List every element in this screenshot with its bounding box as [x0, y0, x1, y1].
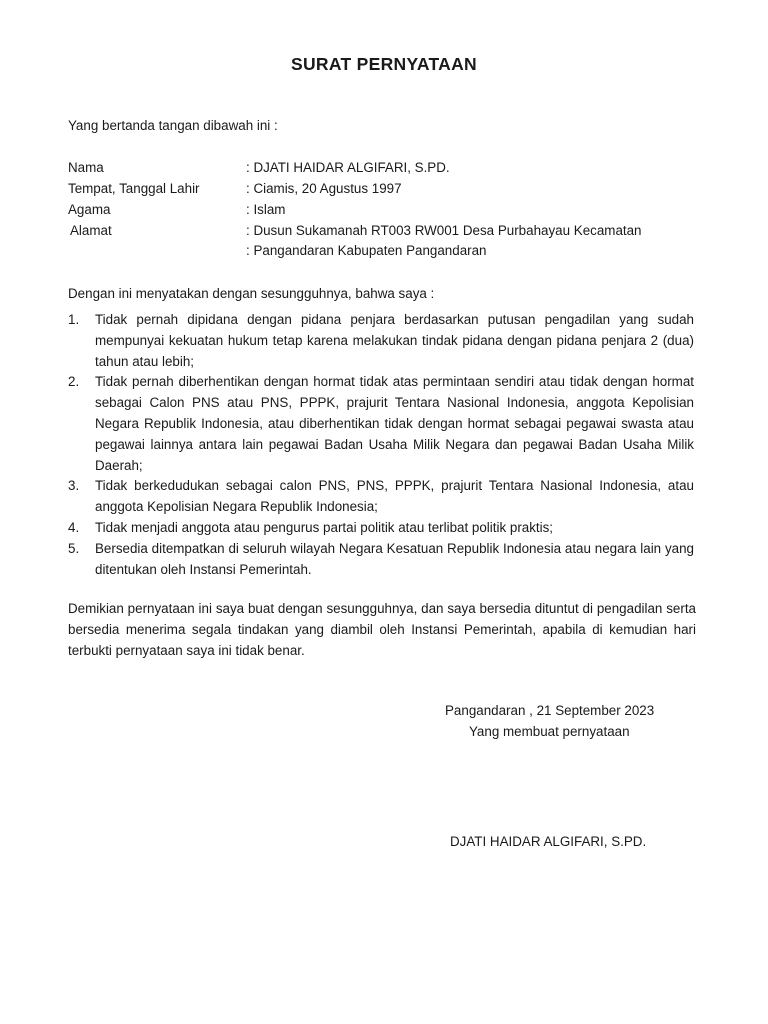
list-item-text: Tidak pernah dipidana dengan pidana penjara berdasarkan putusan pengadilan yang sudah mempunyai kekuatan hukum tetap karena melakukan tindak pidana dengan pidana penjara 2 (dua) tahun atau lebih; — [95, 312, 694, 369]
field-label-agama: Agama — [68, 202, 111, 217]
field-label-alamat: Alamat — [70, 223, 112, 238]
list-item — [68, 476, 694, 518]
list-item-number: 2. — [68, 374, 80, 390]
statement-intro: Dengan ini menyatakan dengan sesungguhnya, bahwa saya : — [68, 286, 435, 301]
intro-text: Yang bertanda tangan dibawah ini : — [68, 118, 278, 133]
list-item-number: 1. — [68, 312, 80, 327]
list-item-number: 4. — [68, 519, 80, 535]
field-value-alamat: : Dusun Sukamanah RT003 RW001 Desa Purbahayau Kecamatan — [246, 223, 642, 238]
closing-paragraph: Demikian pernyataan ini saya buat dengan sesungguhnya, dan saya bersedia dituntut di pengadilan serta bersedia menerima segala tindakan yang diambil oleh Instansi Pemerintah, apabila di kemudian hari terbukti pernyataan saya ini tidak benar. — [68, 601, 696, 658]
field-value-nama: : DJATI HAIDAR ALGIFARI, S.PD. — [246, 160, 450, 175]
list-item-text: Bersedia ditempatkan di seluruh wilayah Negara Kesatuan Republik Indonesia atau negara lain yang ditentukan oleh Instansi Pemerintah. — [95, 540, 694, 577]
statement-list — [68, 310, 694, 580]
list-item-number: 3. — [68, 478, 80, 494]
signature-role: Yang membuat pernyataan — [469, 724, 630, 739]
list-item-text: Tidak pernah diberhentikan dengan hormat tidak atas permintaan sendiri atau tidak dengan hormat sebagai Calon PNS atau PNS, PPPK, prajurit Tentara Nasional Indonesia, anggota Kepolisian Negara Republik Indonesia, atau diberhentikan tidak dengan hormat sebagai pegawai swasta atau pegawai lainnya antara lain pegawai Badan Usaha Milik Negara dan pegawai Badan Usaha Milik Daerah; — [95, 374, 694, 473]
list-item — [68, 518, 694, 539]
field-value-ttl: : Ciamis, 20 Agustus 1997 — [246, 181, 402, 196]
signature-name: DJATI HAIDAR ALGIFARI, S.PD. — [450, 834, 647, 849]
list-item-number: 5. — [68, 540, 80, 556]
field-label-ttl: Tempat, Tanggal Lahir — [68, 181, 200, 196]
field-value-alamat-cont: : Pangandaran Kabupaten Pangandaran — [246, 243, 487, 258]
signature-place-date: Pangandaran , 21 September 2023 — [445, 703, 655, 718]
document-title: SURAT PERNYATAAN — [291, 54, 477, 74]
field-value-agama: : Islam — [246, 202, 286, 217]
list-item — [68, 310, 694, 372]
list-item-text: Tidak berkedudukan sebagai calon PNS, PNS, PPPK, prajurit Tentara Nasional Indonesia, atau anggota Kepolisian Negara Republik Indonesia; — [95, 478, 694, 515]
list-item — [68, 539, 694, 581]
list-item — [68, 372, 694, 476]
list-item-text: Tidak menjadi anggota atau pengurus partai politik atau terlibat politik praktis; — [95, 519, 554, 535]
field-label-nama: Nama — [68, 160, 104, 175]
